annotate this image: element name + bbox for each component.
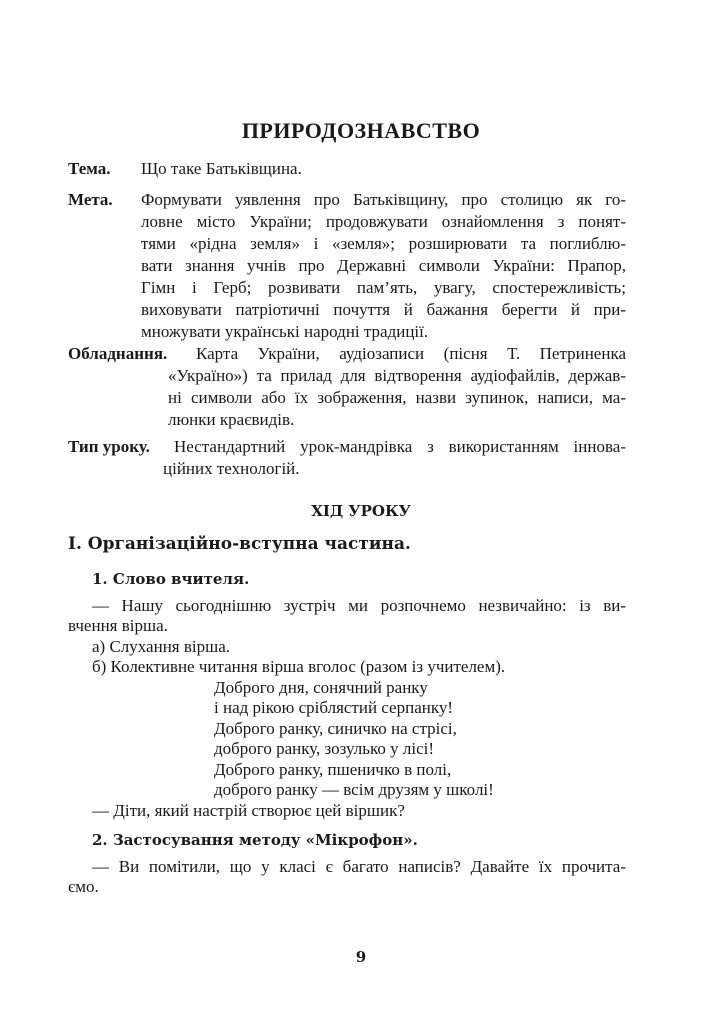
equipment-label: Обладнання. (68, 344, 168, 363)
lesson-type-label: Тип уроку. (68, 437, 150, 456)
poem-line: Доброго ранку, синичко на стрісі, (214, 719, 457, 738)
poem-line: доброго ранку — всім друзям у школі! (214, 780, 494, 799)
equipment-line: ні символи або їх зображення, назви зупинок, написи, ма- (168, 388, 626, 407)
lesson-type-line: Нестандартний урок-мандрівка з використанням іннова- (174, 437, 626, 456)
goal-line: ловне місто України; продовжувати ознайомлення з понят- (141, 212, 626, 231)
poem-line: Доброго дня, сонячний ранку (214, 678, 428, 697)
goal-line: виховувати патріотичні почуття й бажання берегти й при- (141, 300, 626, 319)
equipment-line: «Україно») та прилад для відтворення аудіофайлів, держав- (168, 366, 626, 385)
poem-line: Доброго ранку, пшеничко в полі, (214, 760, 452, 779)
goal-line: множувати українські народні традиції. (141, 322, 429, 341)
goal-line: Формувати уявлення про Батьківщину, про столицю як го- (141, 190, 626, 209)
paragraph-line: вчення вірша. (68, 616, 168, 635)
paragraph-line: — Діти, який настрій створює цей віршик? (92, 801, 405, 820)
paragraph-line: ємо. (68, 877, 99, 896)
goal-line: тями «рідна земля» і «земля»; розширювати та поглиблю- (141, 234, 626, 253)
page-number: 9 (355, 948, 367, 966)
step-heading: 1. Слово вчителя. (92, 570, 250, 588)
topic-label: Тема. (68, 159, 111, 178)
goal-label: Мета. (68, 190, 113, 209)
poem-line: доброго ранку, зозулько у лісі! (214, 739, 435, 758)
equipment-line: Карта України, аудіозаписи (пісня Т. Петриненка (196, 344, 626, 363)
list-item: б) Колективне читання вірша вголос (разом із учителем). (92, 657, 506, 676)
paragraph-line: — Ви помітили, що у класі є багато написів? Давайте їх прочита- (92, 857, 626, 876)
goal-line: Гімн і Герб; розвивати пам’ять, увагу, спостережливість; (141, 278, 626, 297)
paragraph-line: — Нашу сьогоднішню зустріч ми розпочнемо незвичайно: із ви- (92, 596, 626, 615)
list-item: а) Слухання вірша. (92, 637, 231, 656)
topic-text: Що таке Батьківщина. (141, 159, 302, 178)
page-title: ПРИРОДОЗНАВСТВО (241, 118, 481, 143)
section-heading: І. Організаційно-вступна частина. (68, 534, 411, 554)
poem-line: і над рікою сріблястий серпанку! (214, 698, 454, 717)
step-heading: 2. Застосування методу «Мікрофон». (92, 831, 418, 849)
equipment-line: люнки краєвидів. (168, 410, 295, 429)
course-heading: ХІД УРОКУ (311, 502, 411, 520)
goal-line: вати знання учнів про Державні символи України: Прапор, (141, 256, 626, 275)
lesson-type-line: ційних технологій. (163, 459, 300, 478)
